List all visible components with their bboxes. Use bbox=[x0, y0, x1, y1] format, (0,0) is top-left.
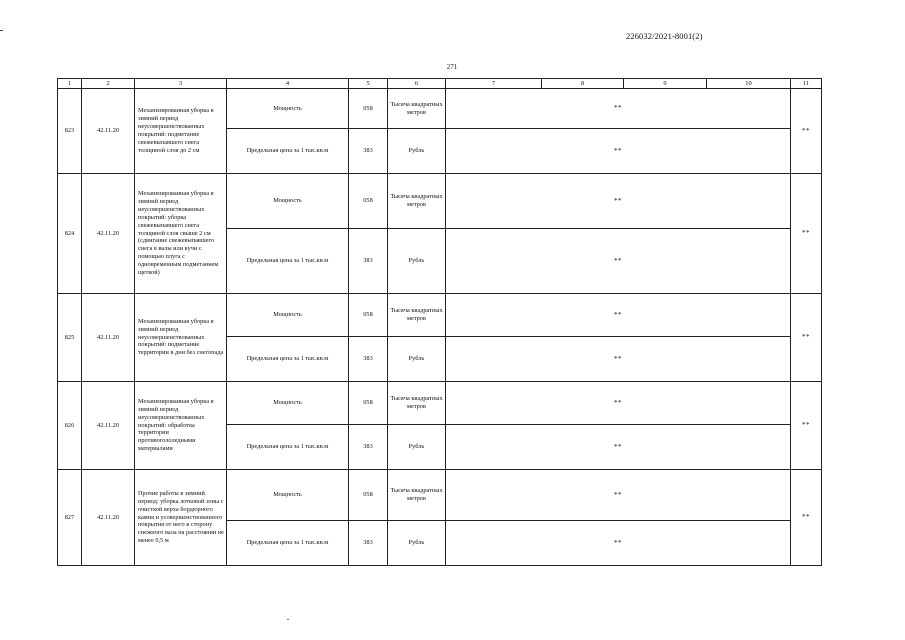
price-value: ** bbox=[446, 229, 791, 294]
okpd-code: 42.11.20 bbox=[82, 174, 135, 294]
scan-edge-mark bbox=[0, 30, 3, 31]
capacity-label: Мощность bbox=[227, 470, 349, 521]
price-unit-name: Рубль bbox=[388, 521, 446, 566]
price-label: Предельная цена за 1 тыс.кв.м bbox=[227, 229, 349, 294]
column-11-value: ** bbox=[791, 89, 822, 174]
row-number: 826 bbox=[58, 382, 82, 470]
okpd-code: 42.11.20 bbox=[82, 294, 135, 382]
row-number: 824 bbox=[58, 174, 82, 294]
row-number: 827 bbox=[58, 470, 82, 566]
price-unit-name: Рубль bbox=[388, 425, 446, 470]
price-label: Предельная цена за 1 тыс.кв.м bbox=[227, 521, 349, 566]
price-unit-code: 383 bbox=[349, 337, 388, 382]
price-label: Предельная цена за 1 тыс.кв.м bbox=[227, 425, 349, 470]
row-number: 823 bbox=[58, 89, 82, 174]
registry-table bbox=[57, 78, 822, 566]
capacity-unit-code: 058 bbox=[349, 294, 388, 337]
document-number: 226032/2021-8001(2) bbox=[626, 31, 703, 41]
capacity-unit-name: Тысяча квадратных метров bbox=[388, 470, 446, 521]
work-description: Механизированная уборка в зимний период неусовершенствованных покрытий: обработка территории противогололедными материалами bbox=[135, 382, 227, 470]
price-unit-code: 383 bbox=[349, 521, 388, 566]
okpd-code: 42.11.20 bbox=[82, 89, 135, 174]
header-cell: 11 bbox=[791, 79, 822, 89]
column-11-value: ** bbox=[791, 174, 822, 294]
header-cell: 8 bbox=[542, 79, 624, 89]
scan-speck bbox=[287, 619, 289, 620]
price-unit-name: Рубль bbox=[388, 337, 446, 382]
price-unit-code: 383 bbox=[349, 229, 388, 294]
table-row bbox=[58, 89, 822, 129]
capacity-value: ** bbox=[446, 470, 791, 521]
capacity-value: ** bbox=[446, 174, 791, 229]
capacity-value: ** bbox=[446, 382, 791, 425]
capacity-label: Мощность bbox=[227, 174, 349, 229]
capacity-unit-name: Тысяча квадратных метров bbox=[388, 89, 446, 129]
price-value: ** bbox=[446, 425, 791, 470]
header-row bbox=[58, 79, 822, 89]
table-body bbox=[58, 79, 822, 566]
capacity-unit-name: Тысяча квадратных метров bbox=[388, 174, 446, 229]
okpd-code: 42.11.20 bbox=[82, 470, 135, 566]
capacity-label: Мощность bbox=[227, 89, 349, 129]
table-row bbox=[58, 294, 822, 337]
header-cell: 2 bbox=[82, 79, 135, 89]
table-row bbox=[58, 382, 822, 425]
header-cell: 6 bbox=[388, 79, 446, 89]
price-value: ** bbox=[446, 129, 791, 174]
capacity-value: ** bbox=[446, 294, 791, 337]
price-unit-name: Рубль bbox=[388, 129, 446, 174]
work-description: Механизированная уборка в зимний период неусовершенствованных покрытий: уборка свежевыпавшего снега толщиной слоя свыше 2 см (сдвигание свежевыпавшего снега в валы или кучи с помощью плуга с одновременным подметанием щеткой) bbox=[135, 174, 227, 294]
work-description: Прочие работы в зимний период: уборка лотковой зоны с очисткой верха бордюрного камня и усовершенствованного покрытия от него в сторону снежного вала на расстоянии не менее 0,5 м bbox=[135, 470, 227, 566]
capacity-label: Мощность bbox=[227, 382, 349, 425]
page-number: 271 bbox=[446, 63, 458, 71]
header-cell: 10 bbox=[707, 79, 791, 89]
price-label: Предельная цена за 1 тыс.кв.м bbox=[227, 337, 349, 382]
table-row bbox=[58, 174, 822, 229]
price-unit-name: Рубль bbox=[388, 229, 446, 294]
column-11-value: ** bbox=[791, 294, 822, 382]
header-cell: 7 bbox=[446, 79, 542, 89]
okpd-code: 42.11.20 bbox=[82, 382, 135, 470]
header-cell: 3 bbox=[135, 79, 227, 89]
header-cell: 9 bbox=[624, 79, 707, 89]
price-label: Предельная цена за 1 тыс.кв.м bbox=[227, 129, 349, 174]
price-unit-code: 383 bbox=[349, 425, 388, 470]
header-cell: 4 bbox=[227, 79, 349, 89]
capacity-unit-name: Тысяча квадратных метров bbox=[388, 294, 446, 337]
table-row bbox=[58, 470, 822, 521]
column-11-value: ** bbox=[791, 470, 822, 566]
capacity-unit-code: 058 bbox=[349, 174, 388, 229]
header-cell: 5 bbox=[349, 79, 388, 89]
price-value: ** bbox=[446, 337, 791, 382]
capacity-unit-name: Тысяча квадратных метров bbox=[388, 382, 446, 425]
capacity-unit-code: 058 bbox=[349, 470, 388, 521]
capacity-value: ** bbox=[446, 89, 791, 129]
work-description: Механизированная уборка в зимний период неусовершенствованных покрытий: подметание свежевыпавшего снега толщиной слоя до 2 см bbox=[135, 89, 227, 174]
capacity-label: Мощность bbox=[227, 294, 349, 337]
column-11-value: ** bbox=[791, 382, 822, 470]
price-unit-code: 383 bbox=[349, 129, 388, 174]
price-value: ** bbox=[446, 521, 791, 566]
capacity-unit-code: 058 bbox=[349, 382, 388, 425]
header-cell: 1 bbox=[58, 79, 82, 89]
capacity-unit-code: 058 bbox=[349, 89, 388, 129]
work-description: Механизированная уборка в зимний период неусовершенствованных покрытий: подметание территории в дни без снегопада bbox=[135, 294, 227, 382]
row-number: 825 bbox=[58, 294, 82, 382]
